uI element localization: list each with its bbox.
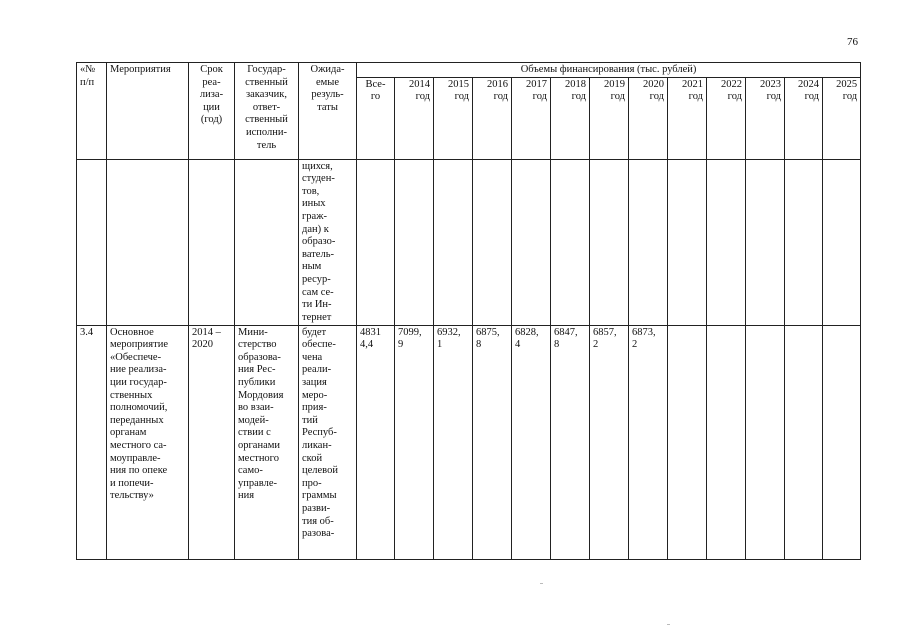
cell-expected: будет обеспе- чена реали- зация меро- прия- тий Респуб- ликан- ской целевой про- граммы разви- тия об- разова- (299, 325, 357, 559)
cell-value (434, 159, 473, 325)
header-num: «№ п/п (77, 63, 107, 160)
cell-event: Основное мероприятие «Обеспече- ние реализа- ции государ- ственных полномочий, переданных органам местного са- моуправле- ния по опеке и попечи- тельству» (107, 325, 189, 559)
cell-term: 2014 – 2020 (189, 325, 235, 559)
header-year: 2023 год (746, 77, 785, 159)
cell-value (785, 325, 823, 559)
cell-value (707, 159, 746, 325)
header-funding-title: Объемы финансирования (тыс. рублей) (357, 63, 861, 78)
cell-expected: щихся, студен- тов, иных граж- дан) к образо- ватель- ным ресур- сам се- ти Ин- тернет (299, 159, 357, 325)
header-year: 2016 год (473, 77, 512, 159)
scan-speck (540, 583, 543, 584)
header-year: 2019 год (590, 77, 629, 159)
scan-speck (667, 624, 670, 625)
cell-event (107, 159, 189, 325)
header-year: 2015 год (434, 77, 473, 159)
cell-value (823, 159, 861, 325)
header-term: Срок реа- лиза- ции (год) (189, 63, 235, 160)
cell-value: 6828, 4 (512, 325, 551, 559)
header-customer: Государ- ственный заказчик, ответ- ственный исполни- тель (235, 63, 299, 160)
header-row (77, 63, 861, 78)
page-number: 76 (847, 36, 858, 48)
header-total: Все- го (357, 77, 395, 159)
header-year: 2017 год (512, 77, 551, 159)
cell-value: 6875, 8 (473, 325, 512, 559)
cell-num: 3.4 (77, 325, 107, 559)
cell-value: 6873, 2 (629, 325, 668, 559)
cell-value (512, 159, 551, 325)
cell-value (785, 159, 823, 325)
cell-total: 4831 4,4 (357, 325, 395, 559)
cell-value: 6857, 2 (590, 325, 629, 559)
cell-value (473, 159, 512, 325)
cell-value (707, 325, 746, 559)
header-year: 2014 год (395, 77, 434, 159)
cell-value (746, 325, 785, 559)
cell-term (189, 159, 235, 325)
cell-value (668, 325, 707, 559)
header-year: 2024 год (785, 77, 823, 159)
table-row (77, 159, 861, 325)
header-year: 2018 год (551, 77, 590, 159)
header-expected: Ожида- емые резуль- таты (299, 63, 357, 160)
cell-value: 6932, 1 (434, 325, 473, 559)
header-year: 2020 год (629, 77, 668, 159)
header-year: 2021 год (668, 77, 707, 159)
cell-value (629, 159, 668, 325)
cell-value (746, 159, 785, 325)
cell-value (395, 159, 434, 325)
cell-value (668, 159, 707, 325)
cell-value (551, 159, 590, 325)
cell-value: 7099, 9 (395, 325, 434, 559)
cell-num (77, 159, 107, 325)
cell-total (357, 159, 395, 325)
cell-value (823, 325, 861, 559)
funding-table (76, 62, 861, 560)
header-event: Мероприятия (107, 63, 189, 160)
cell-value: 6847, 8 (551, 325, 590, 559)
cell-value (590, 159, 629, 325)
table-row (77, 325, 861, 559)
cell-customer (235, 159, 299, 325)
cell-customer: Мини- стерство образова- ния Рес- публики Мордовия во взаи- модей- ствии с органами местного само- управле- ния (235, 325, 299, 559)
header-year: 2025 год (823, 77, 861, 159)
header-year: 2022 год (707, 77, 746, 159)
